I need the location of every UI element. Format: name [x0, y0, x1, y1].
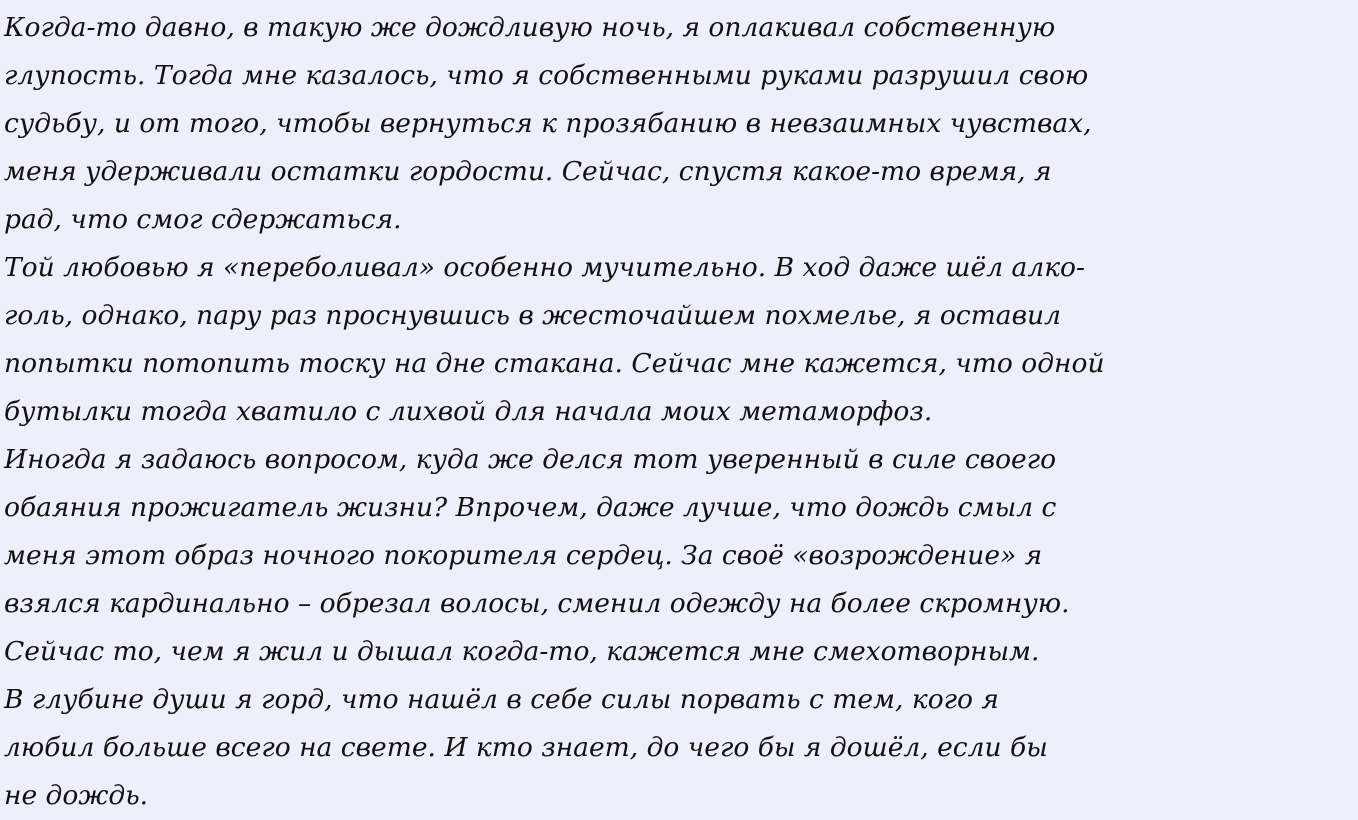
text-line: В глубине души я горд, что нашёл в себе силы порвать с тем, кого я [4, 684, 999, 715]
text-line: не дождь. [4, 780, 149, 811]
text-line: попытки потопить тоску на дне стакана. Сейчас мне кажется, что одной [4, 348, 1105, 379]
text-line: бутылки тогда хватило с лихвой для начала моих метаморфоз. [4, 396, 933, 427]
text-line: меня удерживали остатки гордости. Сейчас, спустя какое-то время, я [4, 156, 1052, 187]
text-line: взялся кардинально – обрезал волосы, сменил одежду на более скромную. [4, 588, 1070, 619]
text-line: глупость. Тогда мне казалось, что я собственными руками разрушил свою [4, 60, 1089, 91]
text-line: Иногда я задаюсь вопросом, куда же делся тот уверенный в силе своего [4, 444, 1057, 475]
text-line: Сейчас то, чем я жил и дышал когда-то, кажется мне смехотворным. [4, 636, 1040, 667]
text-line: рад, что смог сдержаться. [4, 204, 402, 235]
text-line: меня этот образ ночного покорителя сердец. За своё «возрождение» я [4, 540, 1043, 571]
text-line: Когда-то давно, в такую же дождливую ночь, я оплакивал собственную [4, 12, 1056, 43]
text-line: обаяния прожигатель жизни? Впрочем, даже лучше, что дождь смыл с [4, 492, 1057, 523]
text-line: судьбу, и от того, чтобы вернуться к прозябанию в невзаимных чувствах, [4, 108, 1092, 139]
text-line: голь, однако, пару раз проснувшись в жесточайшем похмелье, я оставил [4, 300, 1061, 331]
text-line: любил больше всего на свете. И кто знает, до чего бы я дошёл, если бы [4, 732, 1048, 763]
text-line: Той любовью я «переболивал» особенно мучительно. В ход даже шёл алко- [4, 252, 1085, 283]
document-text [4, 4, 1358, 820]
